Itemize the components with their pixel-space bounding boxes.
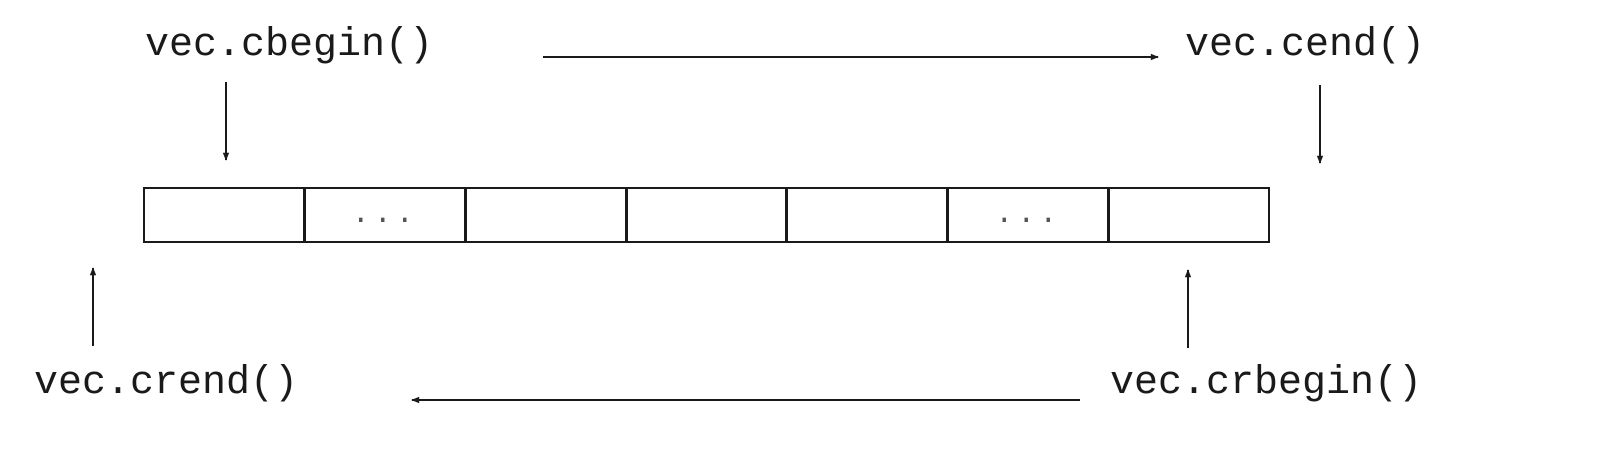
label-crend: vec.crend() (34, 361, 299, 406)
label-cbegin: vec.cbegin() (145, 23, 434, 68)
array-cell-ellipsis: ... (306, 189, 467, 241)
array-cell (145, 189, 306, 241)
array-cell (628, 189, 789, 241)
array-cell (1110, 189, 1268, 241)
vector-array (143, 187, 1270, 243)
array-cell (788, 189, 949, 241)
label-cend: vec.cend() (1185, 23, 1426, 68)
array-cell (467, 189, 628, 241)
array-cell-ellipsis: ... (949, 189, 1110, 241)
label-crbegin: vec.crbegin() (1110, 361, 1423, 406)
